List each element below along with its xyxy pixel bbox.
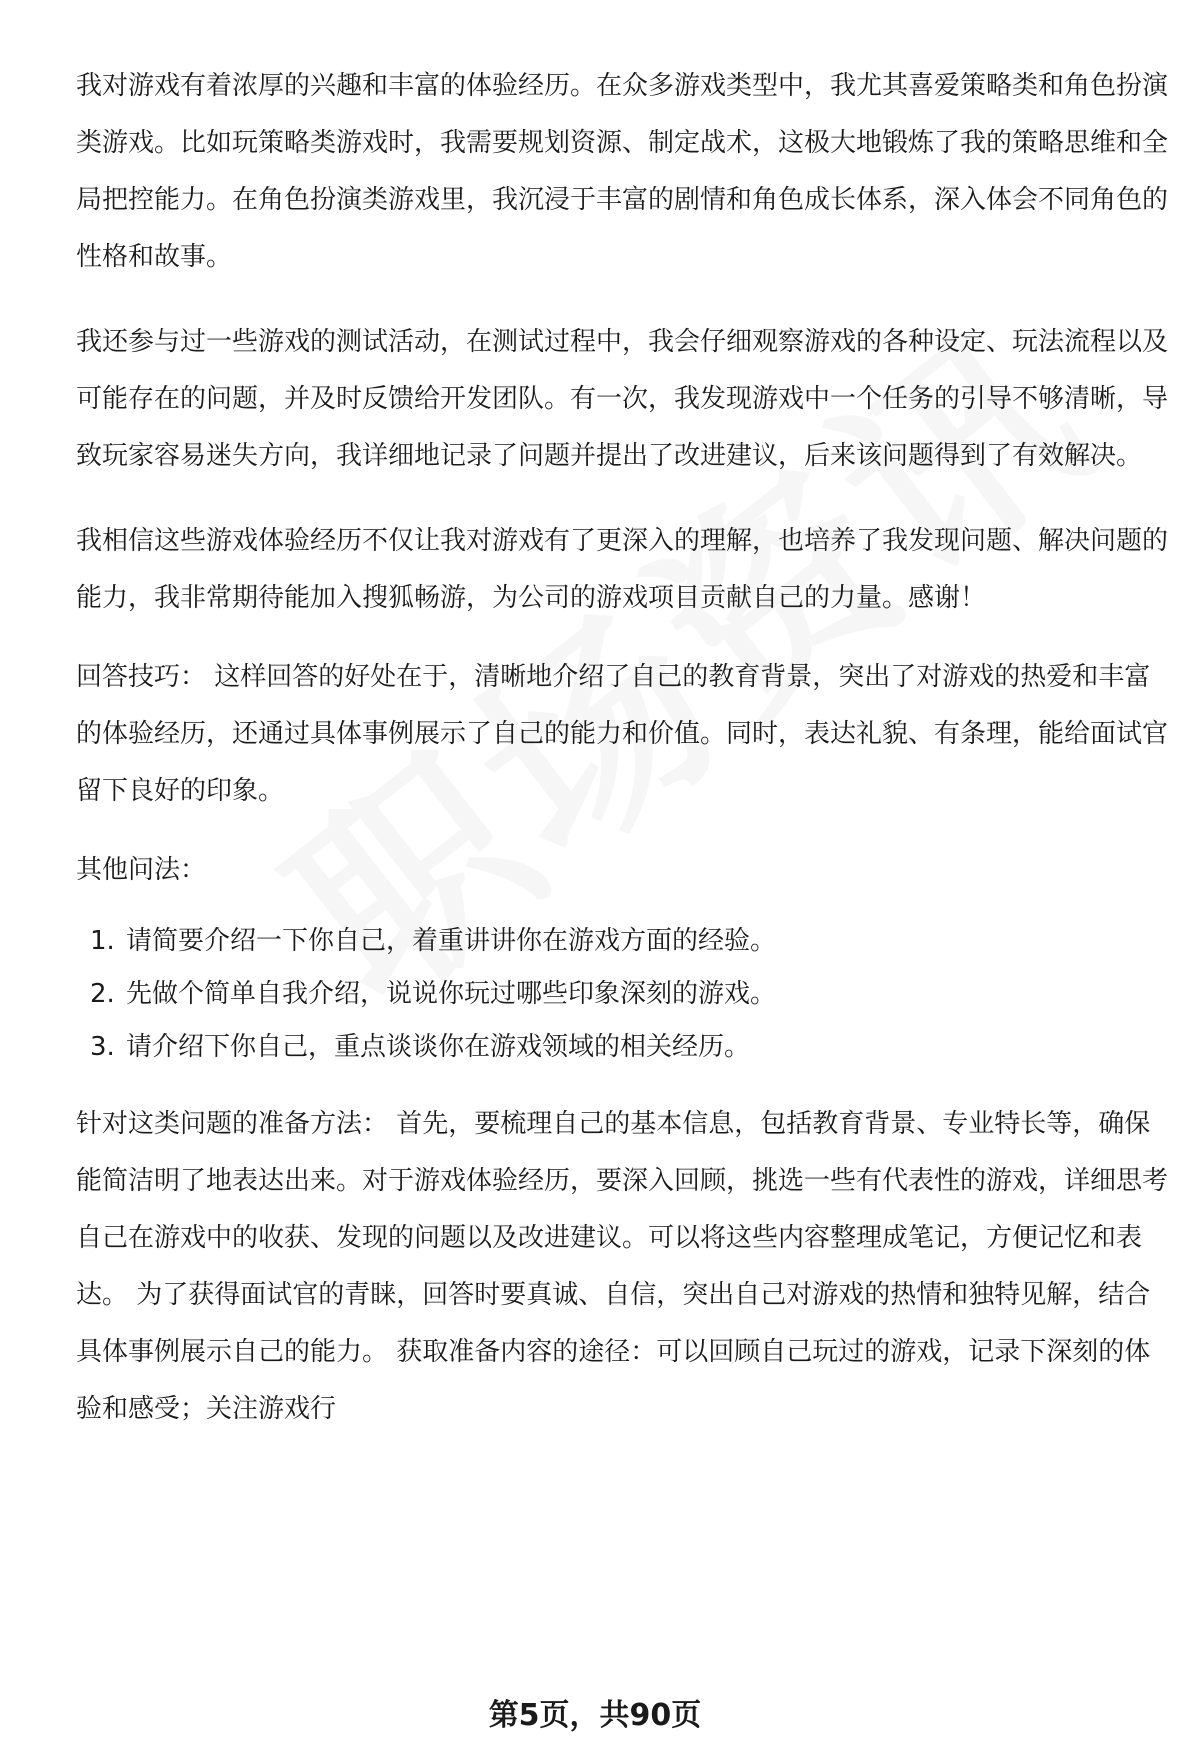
paragraph-gaming-experience: 我对游戏有着浓厚的兴趣和丰富的体验经历。在众多游戏类型中，我尤其喜爱策略类和角色扮演类游戏。比如玩策略类游戏时，我需要规划资源、制定战术，这极大地锻炼了我的策略思维和全局把控能力。在角色扮演类游戏里，我沉浸于丰富的剧情和角色成长体系，深入体会不同角色的性格和故事。 — [76, 71, 1169, 272]
list-item: 3. 请介绍下你自己，重点谈谈你在游戏领域的相关经历。 — [90, 1032, 751, 1062]
document-content — [76, 58, 1176, 1438]
heading-other-questions: 其他问法： — [76, 855, 207, 885]
page-number: 第5页，共90页 — [488, 1698, 702, 1733]
paragraph-closing: 我相信这些游戏体验经历不仅让我对游戏有了更深入的理解，也培养了我发现问题、解决问题的能力，我非常期待能加入搜狐畅游，为公司的游戏项目贡献自己的力量。感谢！ — [76, 526, 1169, 613]
paragraph-answer-tips: 回答技巧： 这样回答的好处在于，清晰地介绍了自己的教育背景，突出了对游戏的热爱和丰富的体验经历，还通过具体事例展示了自己的能力和价值。同时，表达礼貌、有条理，能给面试官留下良好的印象。 — [76, 662, 1169, 806]
other-questions-list — [76, 915, 1176, 1074]
list-item: 1. 请简要介绍一下你自己，着重讲讲你在游戏方面的经验。 — [90, 926, 777, 956]
list-item: 2. 先做个简单自我介绍，说说你玩过哪些印象深刻的游戏。 — [90, 979, 777, 1009]
paragraph-preparation-methods: 针对这类问题的准备方法： 首先，要梳理自己的基本信息，包括教育背景、专业特长等，确保能简洁明了地表达出来。对于游戏体验经历，要深入回顾，挑选一些有代表性的游戏，详细思考自己在游戏中的收获、发现的问题以及改进建议。可以将这些内容整理成笔记，方便记忆和表达。 为了获得面试官的青睐，回答时要真诚、自信，突出自己对游戏的热情和独特见解，结合具体事例展示自己的能力。 获取准备内容的途径：可以回顾自己玩过的游戏，记录下深刻的体验和感受；关注游戏行 — [76, 1109, 1169, 1424]
paragraph-testing-experience: 我还参与过一些游戏的测试活动，在测试过程中，我会仔细观察游戏的各种设定、玩法流程以及可能存在的问题，并及时反馈给开发团队。有一次，我发现游戏中一个任务的引导不够清晰，导致玩家容易迷失方向，我详细地记录了问题并提出了改进建议，后来该问题得到了有效解决。 — [76, 327, 1169, 471]
